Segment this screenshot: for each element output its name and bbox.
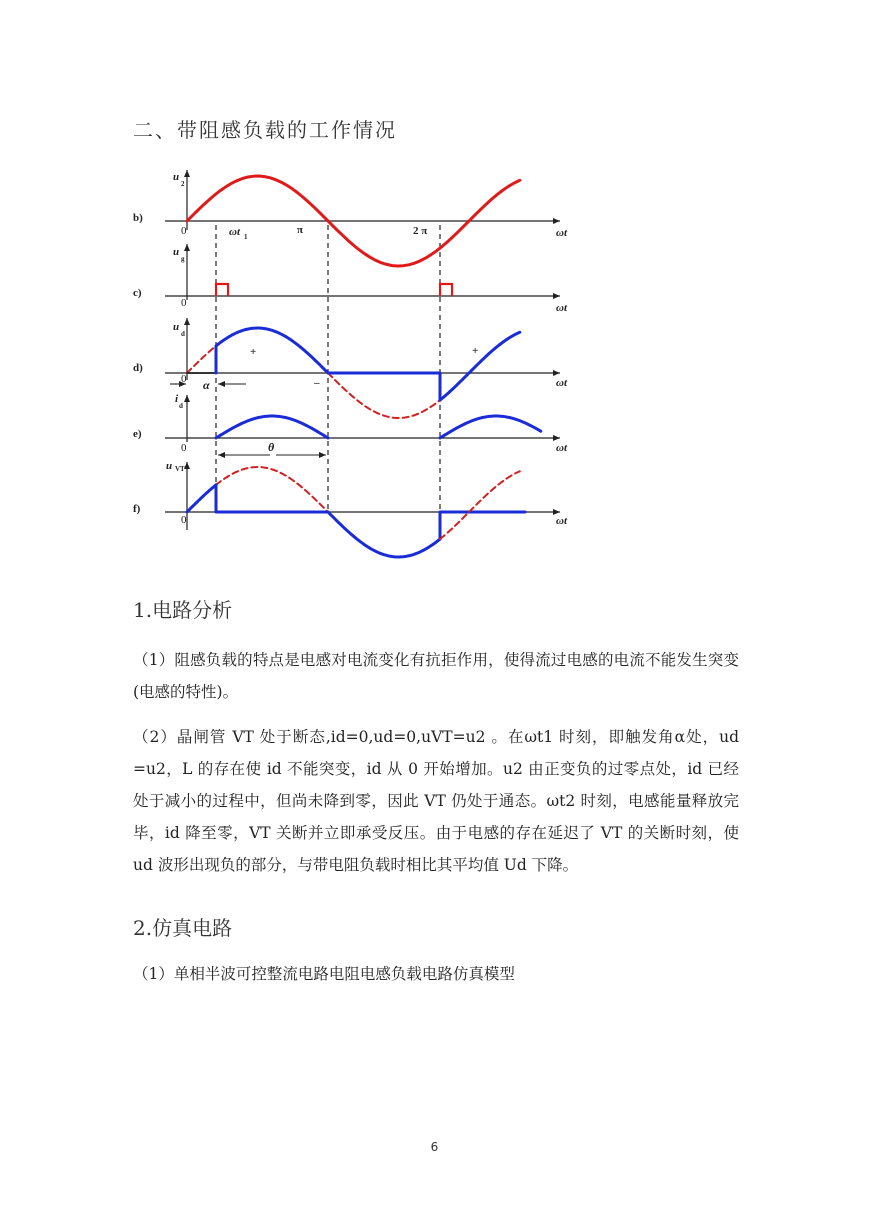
two-pi-label: 2 π — [413, 225, 428, 237]
origin-d: 0 — [181, 373, 187, 385]
uvt-rise-1 — [187, 485, 216, 512]
section-heading: 二、带阻感负载的工作情况 — [133, 118, 397, 142]
origin-c: 0 — [181, 297, 187, 309]
ylabel-f: u — [166, 460, 173, 472]
tag-b: b) — [133, 212, 143, 224]
id-pulse-1 — [216, 416, 328, 438]
section2-paragraph-1: （1）单相半波可控整流电路电阻电感负载电路仿真模型 — [133, 965, 515, 983]
xlabel-e: ωt — [556, 442, 568, 454]
ysub-b: 2 — [181, 180, 185, 188]
uvt-reverse — [328, 512, 440, 557]
ylabel-d: u — [173, 321, 180, 333]
xlabel-b: ωt — [556, 227, 568, 239]
tag-f: f) — [133, 503, 141, 515]
wt1-sub: 1 — [244, 233, 248, 241]
pi-label: π — [297, 224, 304, 236]
trigger-pulses — [216, 284, 452, 296]
ud-conduct-2 — [440, 332, 520, 400]
section2-title: 2.仿真电路 — [133, 916, 233, 940]
id-pulse-2 — [440, 416, 541, 438]
tag-c: c) — [133, 287, 142, 299]
section1-paragraph-1: （1）阻感负载的特点是电感对电流变化有抗拒作用，使得流过电感的电流不能发生突变(电感的特性)。 — [133, 651, 739, 701]
theta-label: θ — [268, 440, 275, 454]
origin-f: 0 — [181, 514, 187, 526]
plus-label-1: + — [250, 346, 257, 358]
axes-group — [165, 170, 560, 530]
section1-paragraph-2: （2）晶闸管 VT 处于断态,id=0,ud=0,uVT=u2 。在ωt1 时刻，即触发角α处，ud =u2，L 的存在使 id 不能突变，id 从 0 开始增加。u2 由正变负的过零点处，id 已经处于减小的过程中，但尚未降到零，因此 VT 仍处于通态。ωt2 时刻，电感能量释放完毕，id 降至零，VT 关断并立即承受反压。由于电感的存在延迟了 VT 的关断时刻，使 ud 波形出现负的部分，与带电阻负载时相比其平均值 Ud 下降。 — [133, 728, 739, 874]
ylabel-e: i — [175, 393, 179, 405]
uvt-dashed-1 — [216, 467, 328, 512]
plus-label-2: + — [472, 345, 479, 357]
ud-conduct-1 — [216, 328, 328, 373]
uvt-conduct-1 — [216, 485, 328, 512]
uvt-conduct-2 — [440, 512, 525, 539]
trigger-pulse-1 — [216, 284, 228, 296]
page-number: 6 — [430, 1140, 439, 1154]
trigger-pulse-2 — [440, 284, 452, 296]
tag-d: d) — [133, 362, 143, 374]
ud-dashed-2 — [328, 373, 440, 418]
xlabel-c: ωt — [556, 302, 568, 314]
waveform-figure — [0, 0, 869, 600]
ysub-f: VT — [175, 465, 185, 473]
section1-title: 1.电路分析 — [133, 598, 233, 622]
wt1-label: ωt — [229, 226, 241, 238]
ysub-e: d — [179, 402, 183, 410]
ylabel-c: u — [173, 246, 180, 258]
ud-dashed-1 — [187, 346, 216, 373]
ud-zero-block — [328, 373, 440, 400]
origin-e: 0 — [181, 442, 187, 454]
ylabel-b: u — [173, 171, 180, 183]
uvt-dashed-2 — [440, 471, 520, 539]
origin-b: 0 — [181, 225, 187, 237]
ysub-c: g — [181, 255, 185, 263]
guide-lines — [216, 225, 440, 512]
xlabel-d: ωt — [556, 377, 568, 389]
minus-label: – — [314, 377, 320, 389]
ysub-d: d — [181, 330, 185, 338]
alpha-label: α — [203, 378, 210, 392]
figure-labels — [133, 171, 568, 527]
xlabel-f: ωt — [556, 515, 568, 527]
tag-e: e) — [133, 428, 142, 440]
